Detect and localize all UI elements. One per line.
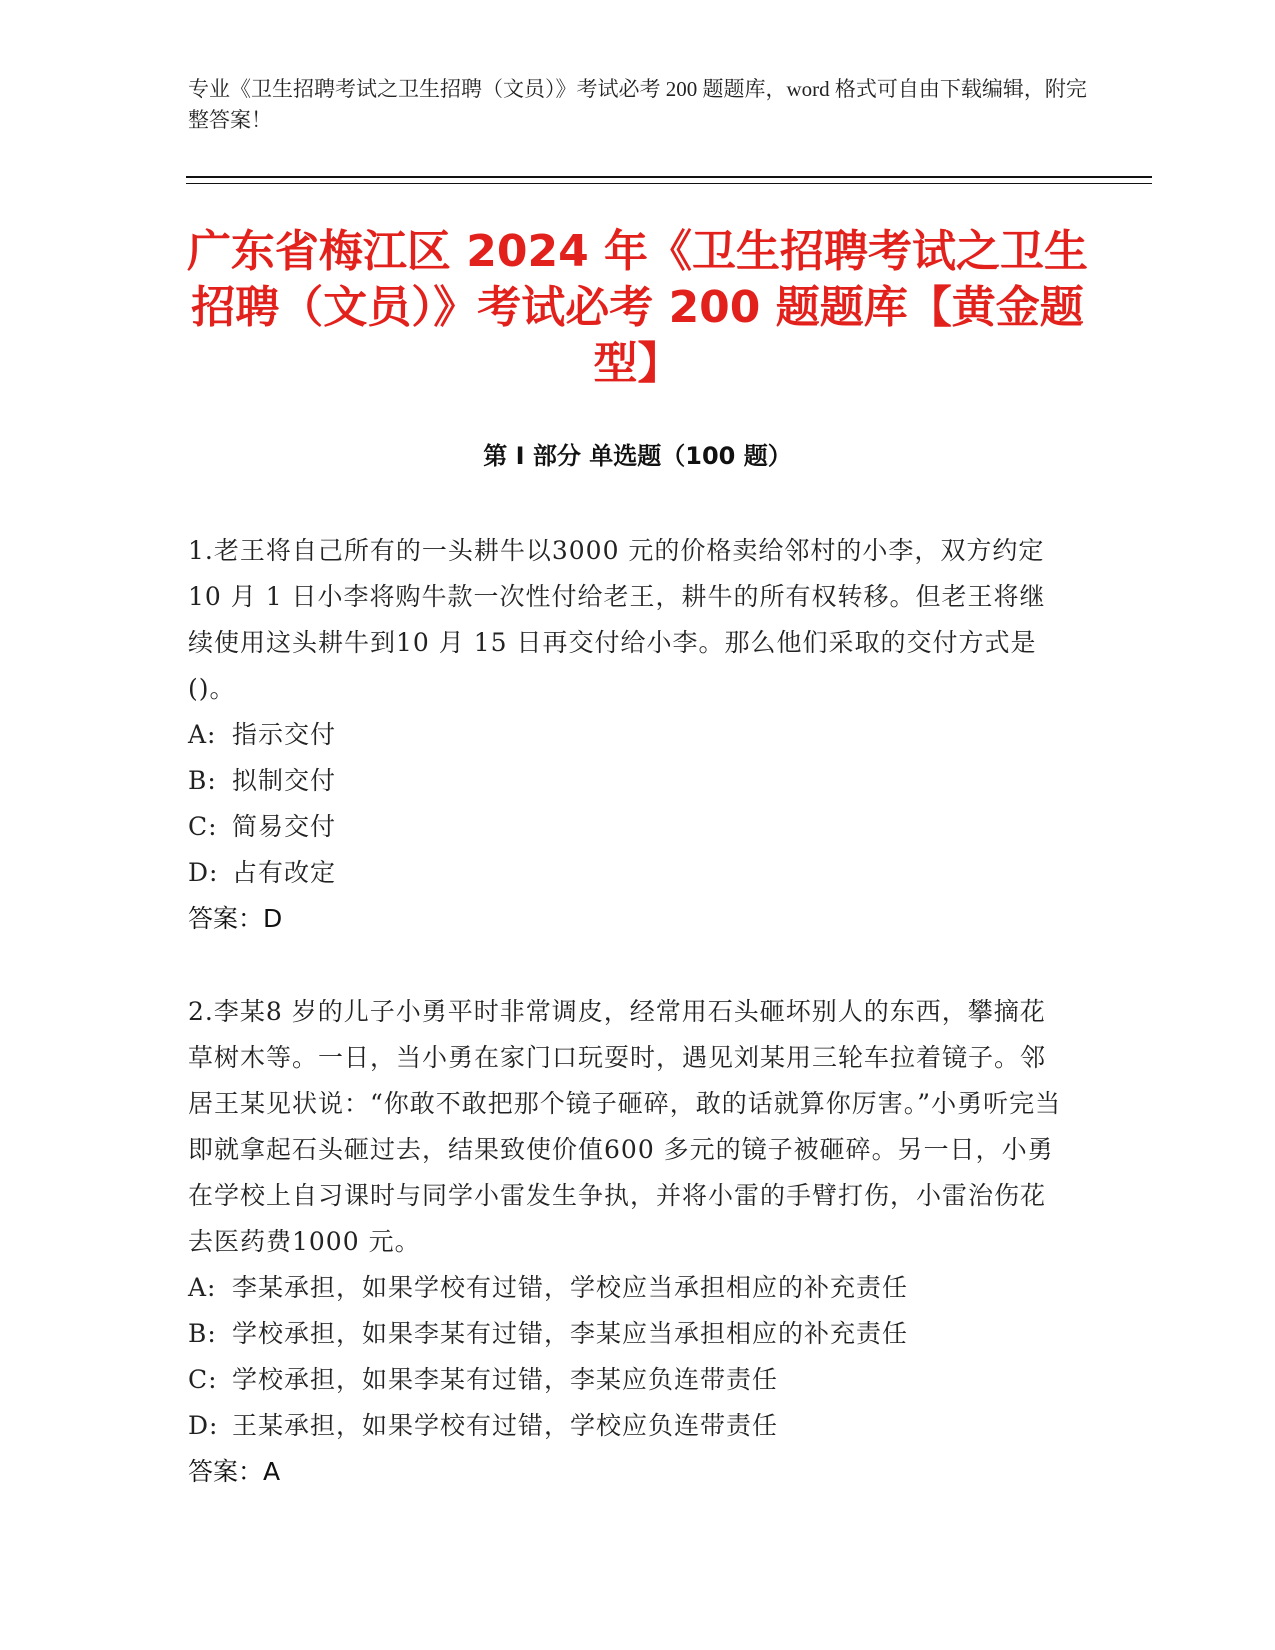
question-stem: 1.老王将自己所有的一头耕牛以3000 元的价格卖给邻村的小李，双方约定10 月 1 日小李将购牛款一次性付给老王，耕牛的所有权转移。但老王将继续使用这头耕牛到10 月 15 日再交付给小李。那么他们采取的交付方式是()。 (188, 536, 1046, 703)
option-text: 王某承担，如果学校有过错，学校应负连带责任 (232, 1411, 779, 1440)
option-b (188, 758, 1068, 804)
option-text: 李某承担，如果学校有过错，学校应当承担相应的补充责任 (232, 1273, 909, 1302)
section-title: 第 I 部分 单选题（100 题） (483, 442, 792, 470)
option-d (188, 1403, 1068, 1449)
option-key: B: (188, 766, 217, 795)
option-text: 学校承担，如果李某有过错，李某应当承担相应的补充责任 (232, 1319, 909, 1348)
answer-line: 答案：D (188, 904, 283, 933)
header-rule-thin (186, 183, 1152, 184)
option-key: A: (188, 720, 217, 749)
question-2 (188, 989, 1068, 1495)
question-list (188, 528, 1068, 1542)
option-c (188, 1357, 1068, 1403)
option-text: 拟制交付 (232, 766, 337, 795)
option-text: 指示交付 (232, 720, 337, 749)
option-key: B: (188, 1319, 217, 1348)
question-1 (188, 528, 1068, 942)
option-key: A: (188, 1273, 217, 1302)
option-key: D: (188, 858, 219, 887)
option-key: D: (188, 1411, 219, 1440)
header-rule-thick (186, 176, 1152, 178)
answer-line: 答案：A (188, 1457, 281, 1486)
option-key: C: (188, 1365, 218, 1394)
question-stem: 2.李某8 岁的儿子小勇平时非常调皮，经常用石头砸坏别人的东西，攀摘花草树木等。一日，当小勇在家门口玩耍时，遇见刘某用三轮车拉着镜子。邻居王某见状说：“你敢不敢把那个镜子砸碎，敢的话就算你厉害。”小勇听完当即就拿起石头砸过去，结果致使价值600 多元的镜子被砸碎。另一日，小勇在学校上自习课时与同学小雷发生争执，并将小雷的手臂打伤，小雷治伤花去医药费1000 元。 (188, 997, 1062, 1256)
option-a (188, 712, 1068, 758)
option-d (188, 850, 1068, 896)
option-a (188, 1265, 1068, 1311)
option-text: 占有改定 (232, 858, 337, 887)
document-title: 广东省梅江区 2024 年《卫生招聘考试之卫生招聘（文员）》考试必考 200 题题库【黄金题型】 (186, 226, 1089, 389)
option-text: 简易交付 (232, 812, 337, 841)
option-text: 学校承担，如果李某有过错，李某应负连带责任 (232, 1365, 779, 1394)
option-b (188, 1311, 1068, 1357)
header-note: 专业《卫生招聘考试之卫生招聘（文员）》考试必考 200 题题库，word 格式可自由下载编辑，附完整答案！ (188, 77, 1087, 132)
option-key: C: (188, 812, 218, 841)
option-c (188, 804, 1068, 850)
